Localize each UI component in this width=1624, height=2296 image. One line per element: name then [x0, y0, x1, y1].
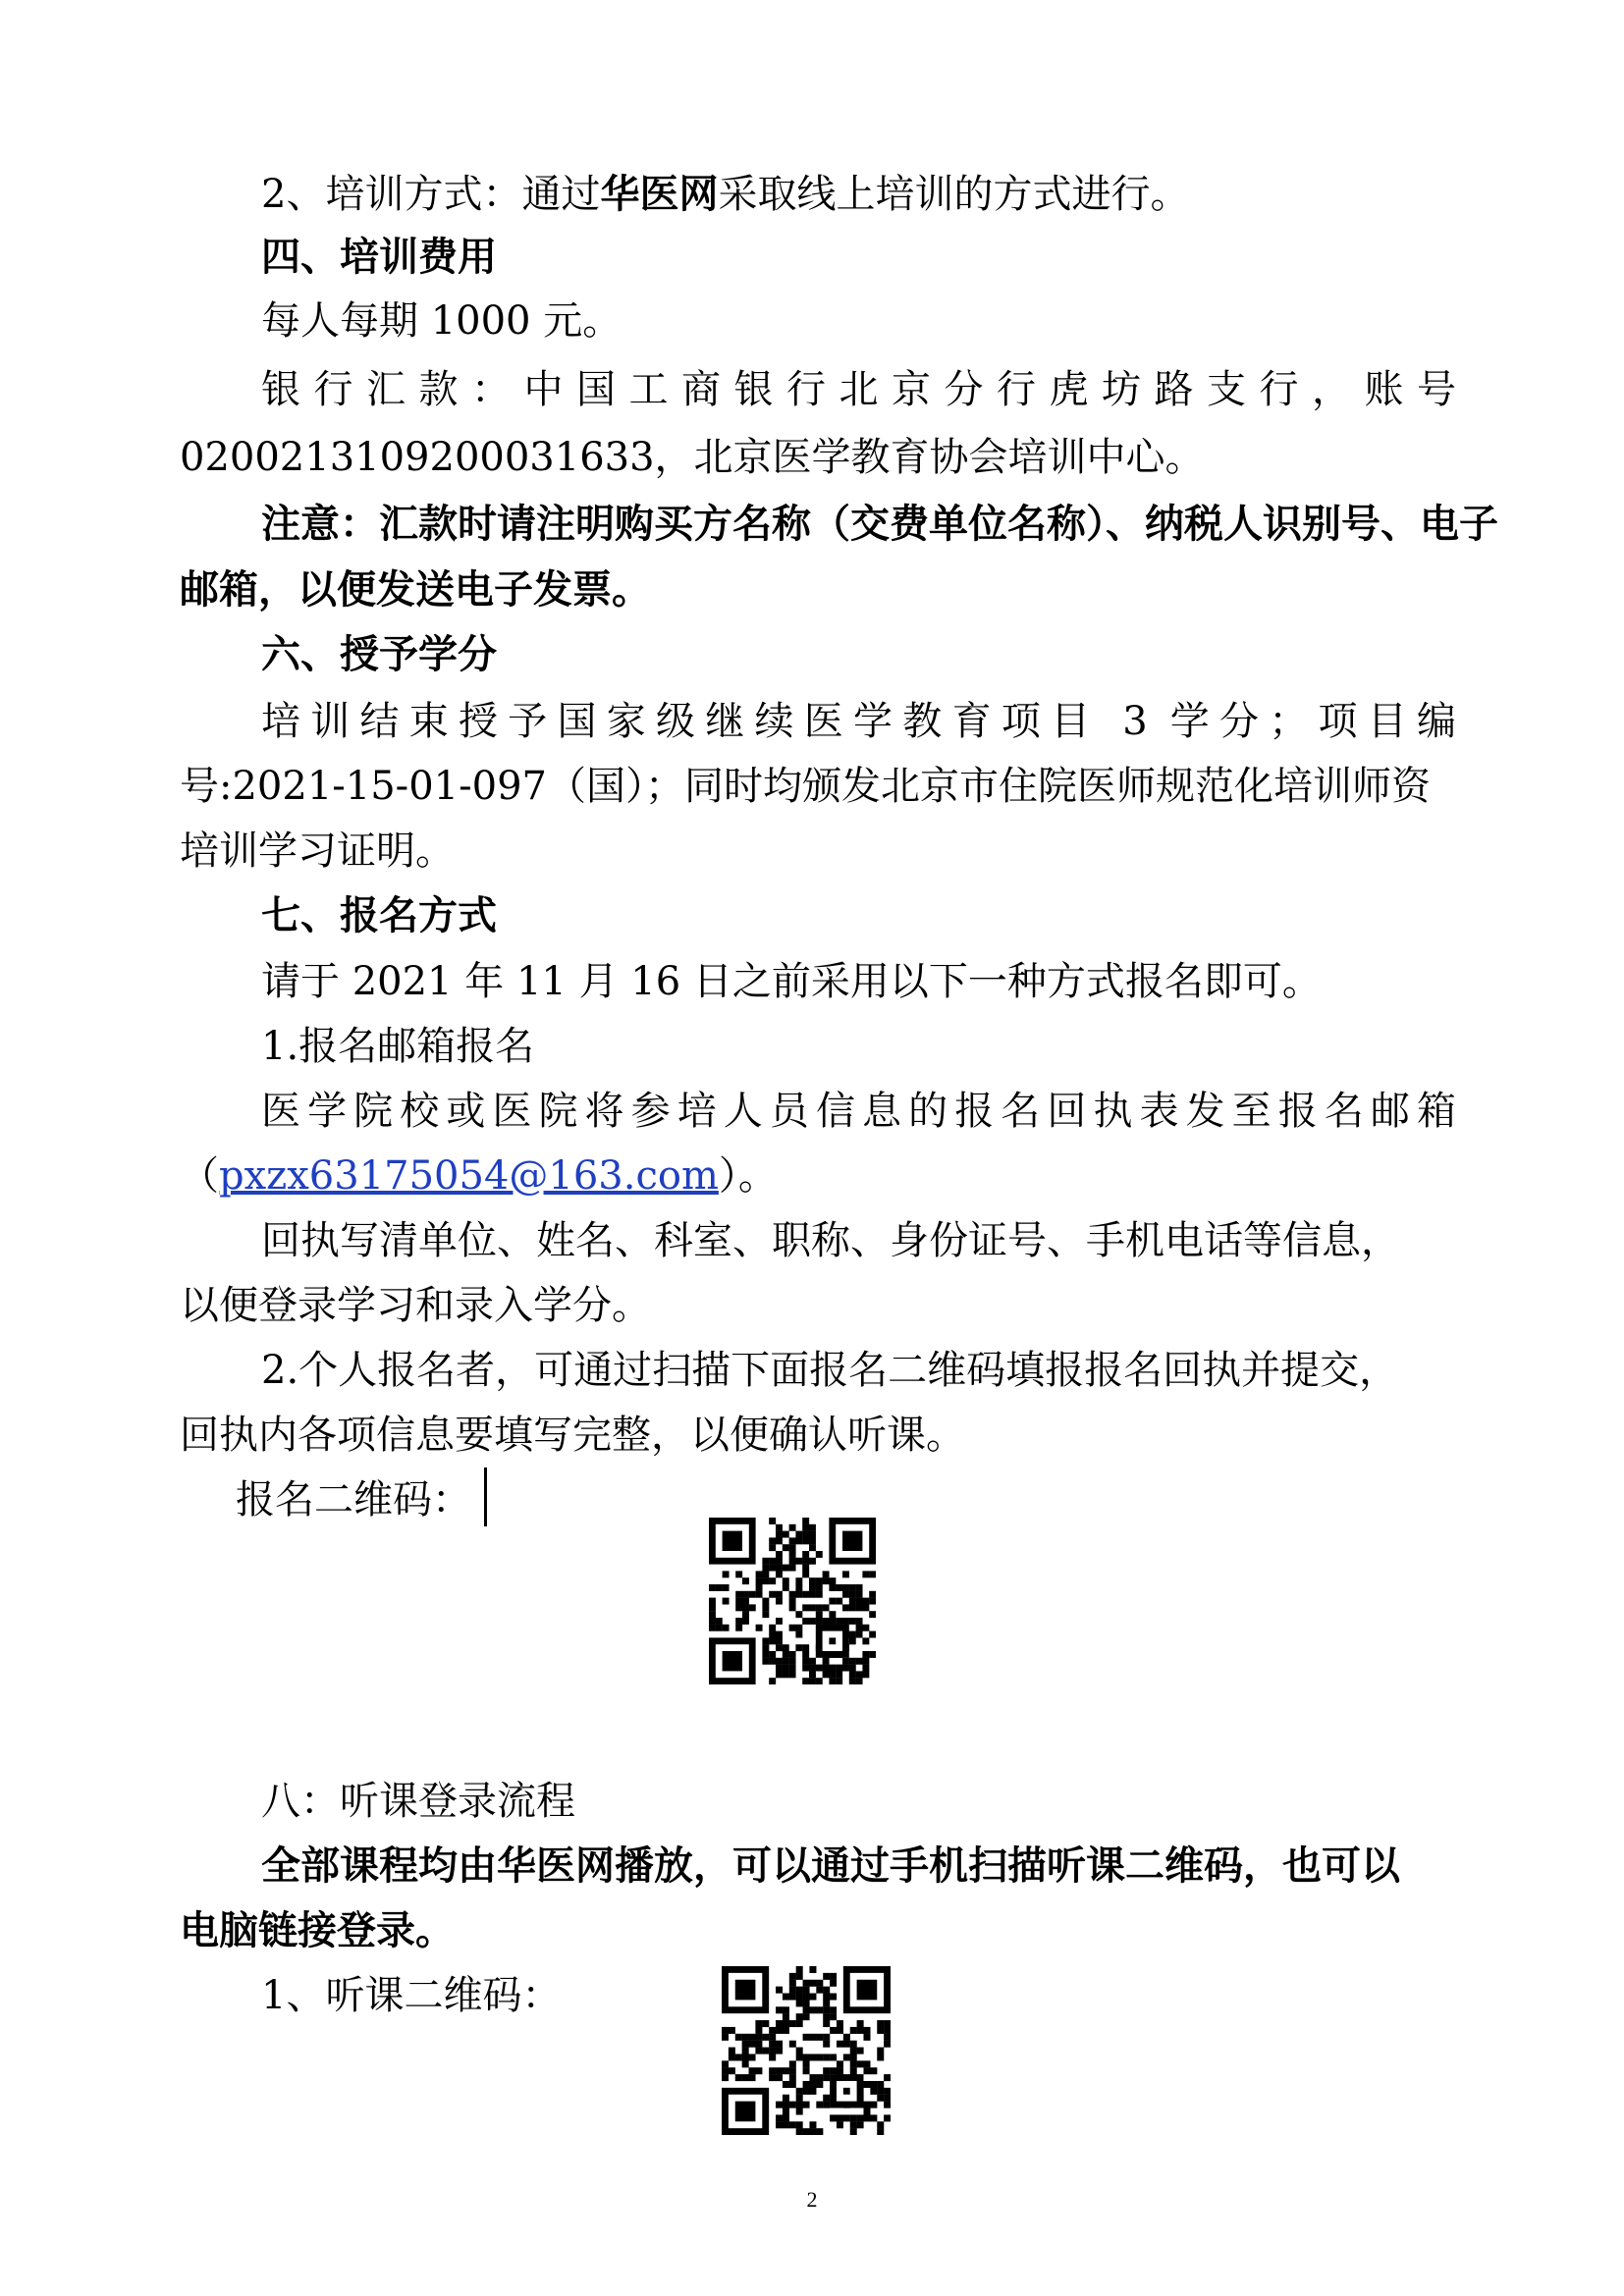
registration-qr-label: 报名二维码： [236, 1477, 471, 1522]
login-line2: 电脑链接登录。 [180, 1908, 455, 1953]
credits-line3: 培训学习证明。 [180, 828, 455, 874]
registration-email-link[interactable]: pxzx63175054@163.com [219, 1153, 719, 1199]
method2-line2: 回执内各项信息要填写完整，以便确认听课。 [180, 1413, 965, 1458]
method2-line1: 2.个人报名者，可通过扫描下面报名二维码填报报名回执并提交， [261, 1348, 1399, 1393]
login-heading: 八：听课登录流程 [261, 1779, 575, 1824]
fee-heading: 四、培训费用 [261, 235, 497, 280]
training-method-line [261, 170, 1538, 219]
method1-line4: 以便登录学习和录入学分。 [180, 1283, 651, 1328]
registration-qr-code[interactable] [709, 1518, 876, 1684]
email-paren-close: ）。 [718, 1153, 778, 1199]
lecture-qr-code[interactable] [722, 1966, 891, 2135]
email-paren-open: （ [180, 1153, 219, 1199]
training-platform-name: 华医网 [600, 172, 719, 217]
bank-account-line: 0200213109200031633，北京医学教育协会培训中心。 [180, 435, 1205, 480]
registration-heading: 七、报名方式 [261, 893, 497, 938]
invoice-note-line2: 邮箱，以便发送电子发票。 [180, 567, 651, 613]
fee-amount: 每人每期 1000 元。 [261, 298, 623, 344]
page-number: 2 [806, 2187, 818, 2212]
training-method-text-end: 采取线上培训的方式进行。 [718, 172, 1190, 217]
bank-transfer-line: 银行汇款：中国工商银行北京分行虎坊路支行，账号 [261, 367, 1456, 412]
lecture-qr-label: 1、听课二维码： [261, 1973, 562, 2018]
credits-line2: 号:2021-15-01-097（国）；同时均颁发北京市住院医师规范化培训师资 [180, 764, 1431, 809]
credits-line1: 培训结束授予国家级继续医学教育项目 3 学分；项目编 [261, 699, 1456, 744]
credits-heading: 六、授予学分 [261, 632, 497, 677]
training-method-text: 2、培训方式：通过 [261, 172, 601, 217]
text-cursor [484, 1468, 487, 1526]
registration-deadline: 请于 2021 年 11 月 16 日之前采用以下一种方式报名即可。 [261, 959, 1322, 1004]
method1-line1: 医学院校或医院将参培人员信息的报名回执表发至报名邮箱 [261, 1089, 1456, 1134]
login-line1: 全部课程均由华医网播放，可以通过手机扫描听课二维码，也可以 [261, 1843, 1400, 1889]
email-line [180, 1151, 1456, 1201]
method1-line3: 回执写清单位、姓名、科室、职称、身份证号、手机电话等信息， [261, 1218, 1400, 1263]
method1-title: 1.报名邮箱报名 [261, 1024, 535, 1069]
invoice-note-line1: 注意：汇款时请注明购买方名称（交费单位名称）、纳税人识别号、电子 [261, 502, 1498, 547]
